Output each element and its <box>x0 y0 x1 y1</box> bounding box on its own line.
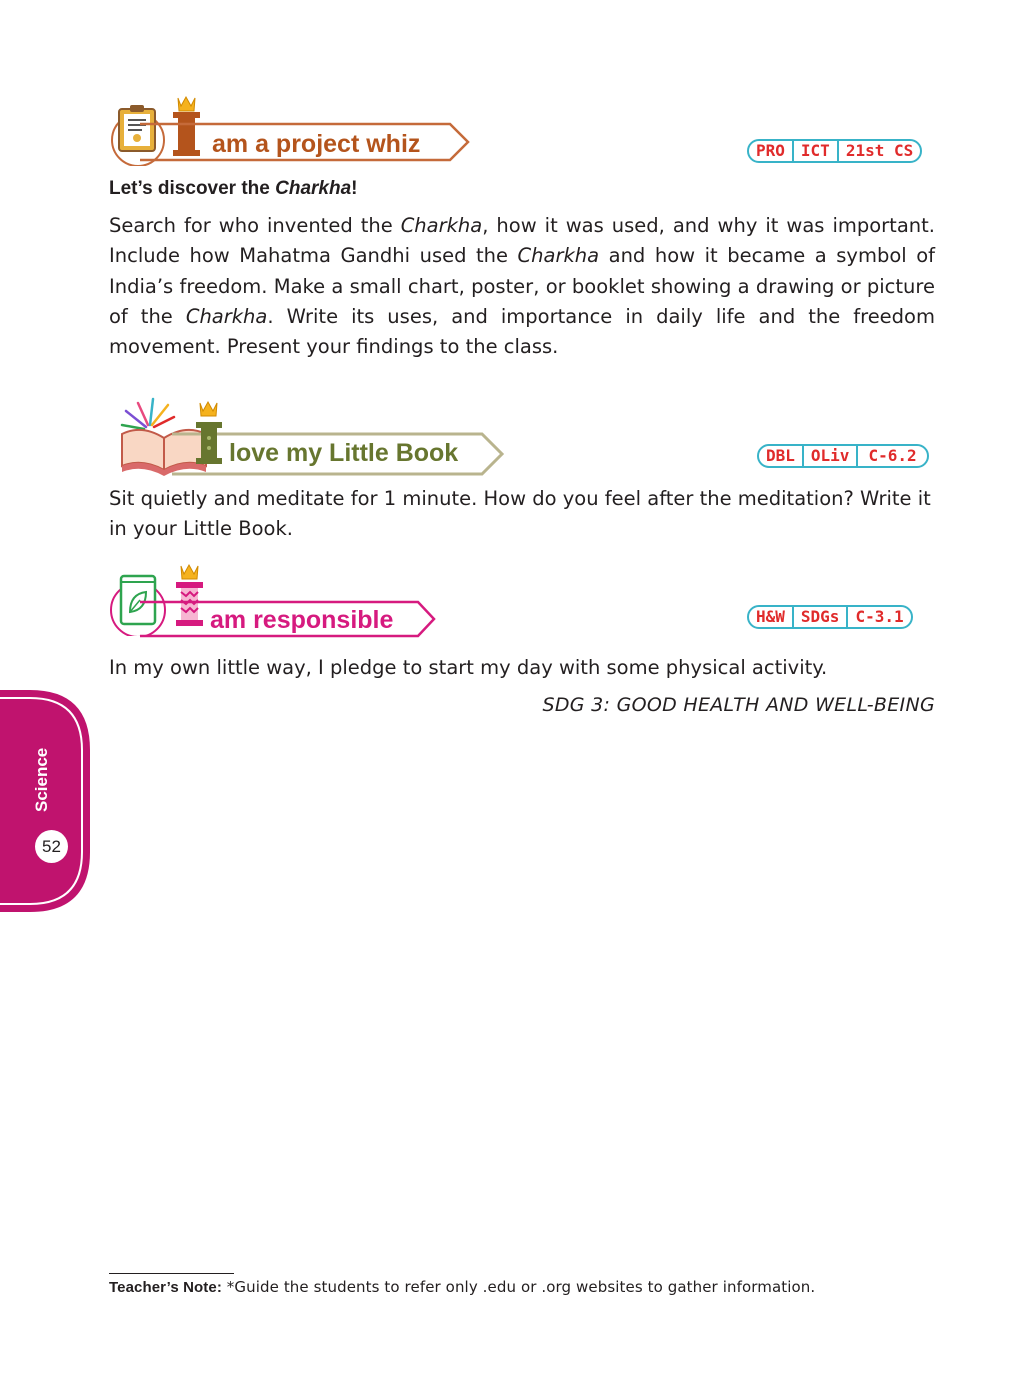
subject-label: Science <box>32 747 51 812</box>
sub-heading: Let’s discover the Charkha! <box>109 178 358 199</box>
letter-i-graphic <box>194 420 224 466</box>
badge-group-little-book <box>757 444 929 468</box>
responsible-paragraph: In my own little way, I pledge to start my day with some physical activity. <box>109 656 828 679</box>
page-number: 52 <box>35 830 68 863</box>
badge-sdgs: SDGs <box>792 607 847 627</box>
badge-21st-cs: 21st CS <box>837 141 920 161</box>
badge-pro: PRO <box>756 141 785 160</box>
section-title: am a project whiz <box>212 130 421 158</box>
section-title: am responsible <box>210 606 394 634</box>
badge-group-project <box>747 139 922 163</box>
badge-hw: H&W <box>756 607 785 626</box>
badge-oliv: OLiv <box>802 446 857 466</box>
badge-c-3-1: C-3.1 <box>846 607 910 627</box>
badge-ict: ICT <box>792 141 837 161</box>
badge-group-responsible <box>747 605 913 629</box>
section-title: love my Little Book <box>229 439 459 467</box>
project-paragraph: Search for who invented the Charkha, how it was used, and why it was important. Include how Mahatma Gandhi used the Charkha and how it became a symbol of India’s freedom. Make a small chart, poster, or booklet showing a drawing or picture of the Charkha. Write its uses, and importance in daily life and the freedom movement. Present your findings to the class. <box>109 214 935 359</box>
sdg-caption: SDG 3: GOOD HEALTH AND WELL-BEING <box>542 694 935 716</box>
teachers-note: Teacher’s Note: *Guide the students to refer only .edu or .org websites to gather information. <box>109 1278 816 1296</box>
footnote-rule <box>109 1273 234 1274</box>
badge-c-6-2: C-6.2 <box>856 446 926 466</box>
little-book-paragraph: Sit quietly and meditate for 1 minute. How do you feel after the meditation? Write it in your Little Book. <box>109 487 931 541</box>
badge-dbl: DBL <box>766 446 795 465</box>
